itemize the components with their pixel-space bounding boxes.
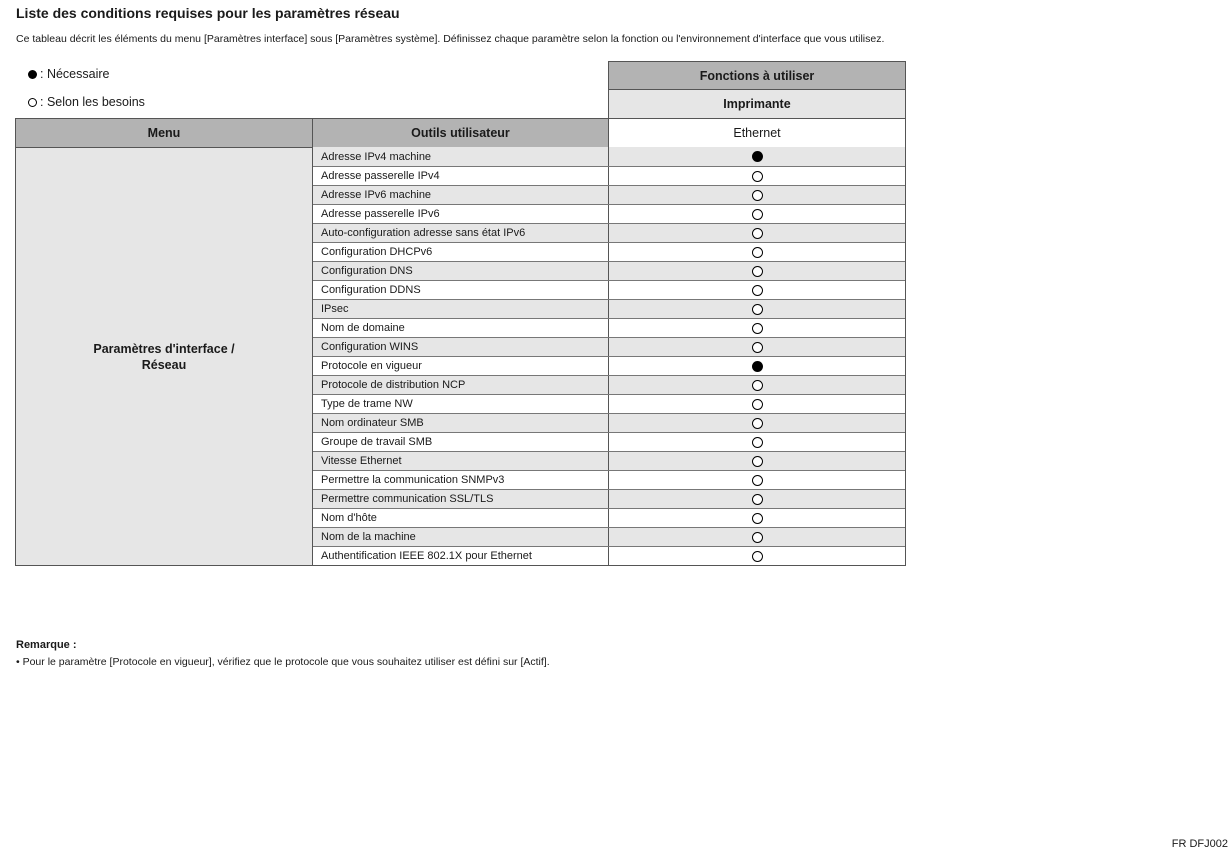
note-text: • Pour le paramètre [Protocole en vigueur], vérifiez que le protocole que vous souhaitez utiliser est défini sur [Actif].: [16, 656, 550, 668]
table-row: [313, 470, 905, 489]
printer-header: Imprimante: [608, 89, 906, 119]
filled-circle-icon: [752, 361, 763, 372]
functions-header: Fonctions à utiliser: [608, 61, 906, 90]
ethernet-mark-cell: [609, 224, 905, 242]
tool-cell: Adresse passerelle IPv4: [313, 167, 609, 185]
intro-text: Ce tableau décrit les éléments du menu [Paramètres interface] sous [Paramètres système]. Définissez chaque paramètre selon la fonction ou l'environnement d'interface que vous utilisez.: [16, 33, 885, 45]
ethernet-mark-cell: [609, 414, 905, 432]
tool-cell: Permettre la communication SNMPv3: [313, 471, 609, 489]
open-circle-icon: [752, 342, 763, 353]
table-row: [313, 204, 905, 223]
table-row: [313, 166, 905, 185]
tool-cell: Permettre communication SSL/TLS: [313, 490, 609, 508]
ethernet-mark-cell: [609, 281, 905, 299]
open-circle-icon: [752, 190, 763, 201]
tool-cell: Configuration DNS: [313, 262, 609, 280]
ethernet-mark-cell: [609, 509, 905, 527]
tool-cell: Protocole en vigueur: [313, 357, 609, 375]
ethernet-mark-cell: [609, 376, 905, 394]
tool-cell: Nom d'hôte: [313, 509, 609, 527]
menu-value-cell: [15, 147, 313, 566]
table-row: [313, 451, 905, 470]
tool-cell: Auto-configuration adresse sans état IPv6: [313, 224, 609, 242]
ethernet-mark-cell: [609, 433, 905, 451]
ethernet-mark-cell: [609, 338, 905, 356]
open-circle-icon: [752, 285, 763, 296]
document-code: FR DFJ002: [1171, 838, 1228, 850]
table-row: [313, 280, 905, 299]
open-circle-icon: [752, 456, 763, 467]
table-row: [313, 546, 905, 565]
open-circle-icon: [752, 418, 763, 429]
settings-table-body: [312, 147, 906, 566]
open-circle-icon: [752, 171, 763, 182]
ethernet-mark-cell: [609, 243, 905, 261]
ethernet-mark-cell: [609, 528, 905, 546]
note-title: Remarque :: [16, 639, 77, 651]
open-circle-icon: [752, 304, 763, 315]
table-row: [313, 394, 905, 413]
filled-circle-icon: [28, 70, 37, 79]
open-circle-icon: [752, 380, 763, 391]
menu-value-line2: Réseau: [141, 357, 187, 372]
table-row: [313, 413, 905, 432]
table-row: [313, 432, 905, 451]
open-circle-icon: [752, 475, 763, 486]
tool-cell: Vitesse Ethernet: [313, 452, 609, 470]
open-circle-icon: [752, 551, 763, 562]
open-circle-icon: [28, 98, 37, 107]
tool-cell: Protocole de distribution NCP: [313, 376, 609, 394]
tool-cell: Nom de domaine: [313, 319, 609, 337]
table-row: [313, 299, 905, 318]
open-circle-icon: [752, 494, 763, 505]
tool-cell: IPsec: [313, 300, 609, 318]
ethernet-mark-cell: [609, 452, 905, 470]
tool-cell: Nom ordinateur SMB: [313, 414, 609, 432]
ethernet-mark-cell: [609, 147, 905, 166]
tool-cell: Authentification IEEE 802.1X pour Ethernet: [313, 547, 609, 565]
table-row: [313, 318, 905, 337]
table-row: [313, 489, 905, 508]
legend-as-needed-label: : Selon les besoins: [40, 95, 145, 109]
ethernet-mark-cell: [609, 167, 905, 185]
tool-cell: Adresse IPv4 machine: [313, 147, 609, 166]
tool-cell: Type de trame NW: [313, 395, 609, 413]
ethernet-mark-cell: [609, 547, 905, 565]
table-row: [313, 147, 905, 166]
page-title: Liste des conditions requises pour les paramètres réseau: [16, 5, 400, 21]
open-circle-icon: [752, 513, 763, 524]
menu-value-line1: Paramètres d'interface /: [93, 341, 235, 356]
tool-cell: Nom de la machine: [313, 528, 609, 546]
ethernet-mark-cell: [609, 357, 905, 375]
legend-required: [28, 67, 109, 81]
ethernet-mark-cell: [609, 319, 905, 337]
tool-cell: Groupe de travail SMB: [313, 433, 609, 451]
open-circle-icon: [752, 399, 763, 410]
table-row: [313, 337, 905, 356]
ethernet-mark-cell: [609, 205, 905, 223]
ethernet-mark-cell: [609, 262, 905, 280]
open-circle-icon: [752, 247, 763, 258]
legend-as-needed: [28, 95, 145, 109]
table-row: [313, 508, 905, 527]
table-row: [313, 356, 905, 375]
open-circle-icon: [752, 437, 763, 448]
open-circle-icon: [752, 323, 763, 334]
open-circle-icon: [752, 228, 763, 239]
open-circle-icon: [752, 266, 763, 277]
filled-circle-icon: [752, 151, 763, 162]
ethernet-mark-cell: [609, 471, 905, 489]
tool-cell: Configuration WINS: [313, 338, 609, 356]
table-row: [313, 375, 905, 394]
table-row: [313, 242, 905, 261]
tools-header: Outils utilisateur: [312, 118, 609, 148]
tool-cell: Configuration DHCPv6: [313, 243, 609, 261]
ethernet-mark-cell: [609, 186, 905, 204]
menu-header: Menu: [15, 118, 313, 148]
table-row: [313, 527, 905, 546]
table-row: [313, 223, 905, 242]
tool-cell: Adresse IPv6 machine: [313, 186, 609, 204]
ethernet-mark-cell: [609, 490, 905, 508]
tool-cell: Configuration DDNS: [313, 281, 609, 299]
ethernet-mark-cell: [609, 300, 905, 318]
ethernet-header: Ethernet: [608, 118, 906, 148]
legend-required-label: : Nécessaire: [40, 67, 110, 81]
tool-cell: Adresse passerelle IPv6: [313, 205, 609, 223]
open-circle-icon: [752, 532, 763, 543]
table-row: [313, 185, 905, 204]
table-row: [313, 261, 905, 280]
open-circle-icon: [752, 209, 763, 220]
ethernet-mark-cell: [609, 395, 905, 413]
